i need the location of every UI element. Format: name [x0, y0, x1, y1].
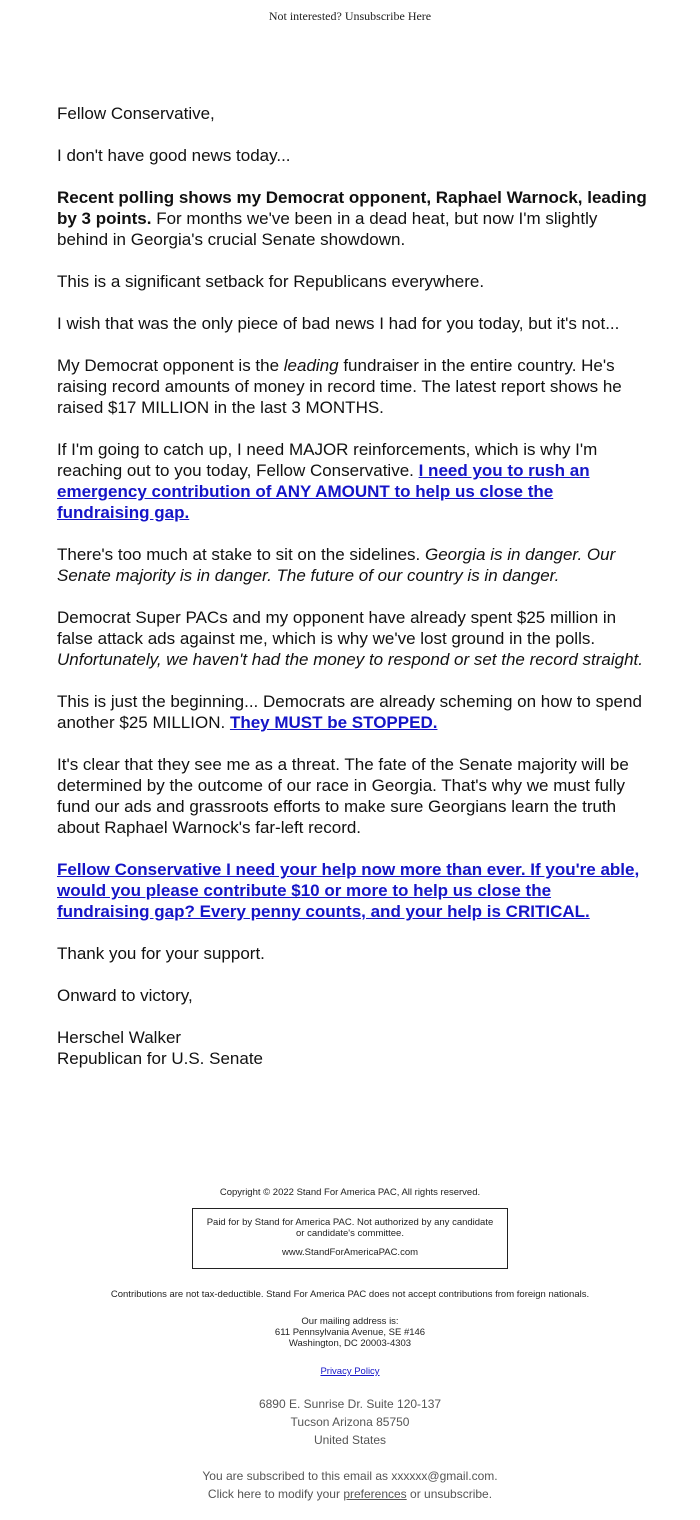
mailing-street: 611 Pennsylvania Avenue, SE #146	[274, 1327, 426, 1338]
email-footer	[0, 1187, 700, 1503]
modify-preferences-line	[0, 1485, 700, 1503]
paragraph-thanks: Thank you for your support.	[57, 944, 265, 963]
paragraph-help-cta	[57, 859, 647, 922]
paragraph-onward: Onward to victory,	[57, 986, 193, 1005]
attack-ads-italic: Unfortunately, we haven't had the money to respond or set the record straight.	[57, 650, 643, 669]
paid-for-box	[192, 1208, 508, 1269]
greeting: Fellow Conservative,	[57, 104, 215, 123]
paragraph-stakes	[57, 544, 647, 586]
must-be-stopped-link[interactable]: They MUST be STOPPED.	[229, 713, 438, 732]
unsubscribe-link[interactable]: Unsubscribe Here	[344, 9, 432, 23]
paragraph-setback: This is a significant setback for Republicans everywhere.	[57, 272, 485, 291]
subscribed-info: You are subscribed to this email as xxxxxx@gmail.com.	[202, 1469, 498, 1483]
letter-body	[57, 103, 647, 1090]
polling-bold: Recent polling shows my Democrat opponent, Raphael Warnock, leading by 3 points.	[57, 188, 647, 228]
modify-suffix: or unsubscribe.	[406, 1487, 493, 1501]
preferences-link[interactable]: preferences	[343, 1487, 407, 1501]
reinforcements-text: If I'm going to catch up, I need MAJOR reinforcements, which is why I'm reaching out to you today, Fellow Conservative.	[57, 440, 598, 480]
signature-title: Republican for U.S. Senate	[57, 1049, 264, 1068]
copyright-text: Copyright © 2022 Stand For America PAC, All rights reserved.	[219, 1187, 481, 1198]
privacy-policy-link[interactable]: Privacy Policy	[320, 1366, 380, 1377]
beginning-text: This is just the beginning... Democrats are already scheming on how to spend another $25 MILLION.	[57, 692, 642, 732]
signature-name: Herschel Walker	[57, 1028, 182, 1047]
unsubscribe-prefix: Not interested?	[268, 9, 345, 23]
modify-prefix: Click here to modify your	[207, 1487, 344, 1501]
signature	[57, 1027, 647, 1069]
paragraph-reinforcements	[57, 439, 647, 523]
stakes-italic: Georgia is in danger. Our Senate majority is in danger. The future of our country is in danger.	[57, 545, 616, 585]
paragraph-threat: It's clear that they see me as a threat. The fate of the Senate majority will be determined by the outcome of our race in Georgia. That's why we must fully fund our ads and grassroots efforts to make sure Georgians learn the truth about Raphael Warnock's far-left record.	[57, 755, 629, 837]
paragraph-polling	[57, 187, 647, 250]
paragraph-beginning	[57, 691, 647, 733]
unsubscribe-header	[0, 0, 700, 29]
fundraiser-italic: leading	[283, 356, 339, 375]
mailing-city: Washington, DC 20003-4303	[288, 1338, 412, 1349]
contributions-disclaimer: Contributions are not tax-deductible. Stand For America PAC does not accept contributions from foreign nationals.	[110, 1289, 590, 1300]
polling-rest: For months we've been in a dead heat, but now I'm slightly behind in Georgia's crucial Senate showdown.	[57, 209, 598, 249]
pac-website: www.StandForAmericaPAC.com	[281, 1247, 419, 1258]
fundraiser-text-b: fundraiser in the entire country. He's raising record amounts of money in record time. The latest report shows he raised $17 MILLION in the last 3 MONTHS.	[57, 356, 622, 417]
sender-country: United States	[313, 1433, 387, 1447]
sender-city: Tucson Arizona 85750	[290, 1415, 410, 1429]
fundraiser-text-a: My Democrat opponent is the	[57, 356, 284, 375]
paragraph-more-bad-news: I wish that was the only piece of bad news I had for you today, but it's not...	[57, 314, 620, 333]
paragraph-attack-ads	[57, 607, 647, 670]
sender-street: 6890 E. Sunrise Dr. Suite 120-137	[258, 1397, 442, 1411]
emergency-contribution-link[interactable]: I need you to rush an emergency contribution of ANY AMOUNT to help us close the fundraising gap.	[57, 461, 590, 522]
paragraph-bad-news: I don't have good news today...	[57, 146, 291, 165]
mailing-label: Our mailing address is:	[301, 1316, 399, 1327]
contribute-ten-link[interactable]: Fellow Conservative I need your help now more than ever. If you're able, would you please contribute $10 or more to help us close the fundraising gap? Every penny counts, and your help is CRITICAL.	[57, 860, 640, 921]
paragraph-fundraiser	[57, 355, 647, 418]
stakes-text: There's too much at stake to sit on the sidelines.	[57, 545, 425, 564]
attack-ads-text: Democrat Super PACs and my opponent have already spent $25 million in false attack ads against me, which is why we've lost ground in the polls.	[57, 608, 617, 648]
paid-for-text: Paid for by Stand for America PAC. Not authorized by any candidate or candidate's committee.	[206, 1217, 494, 1239]
